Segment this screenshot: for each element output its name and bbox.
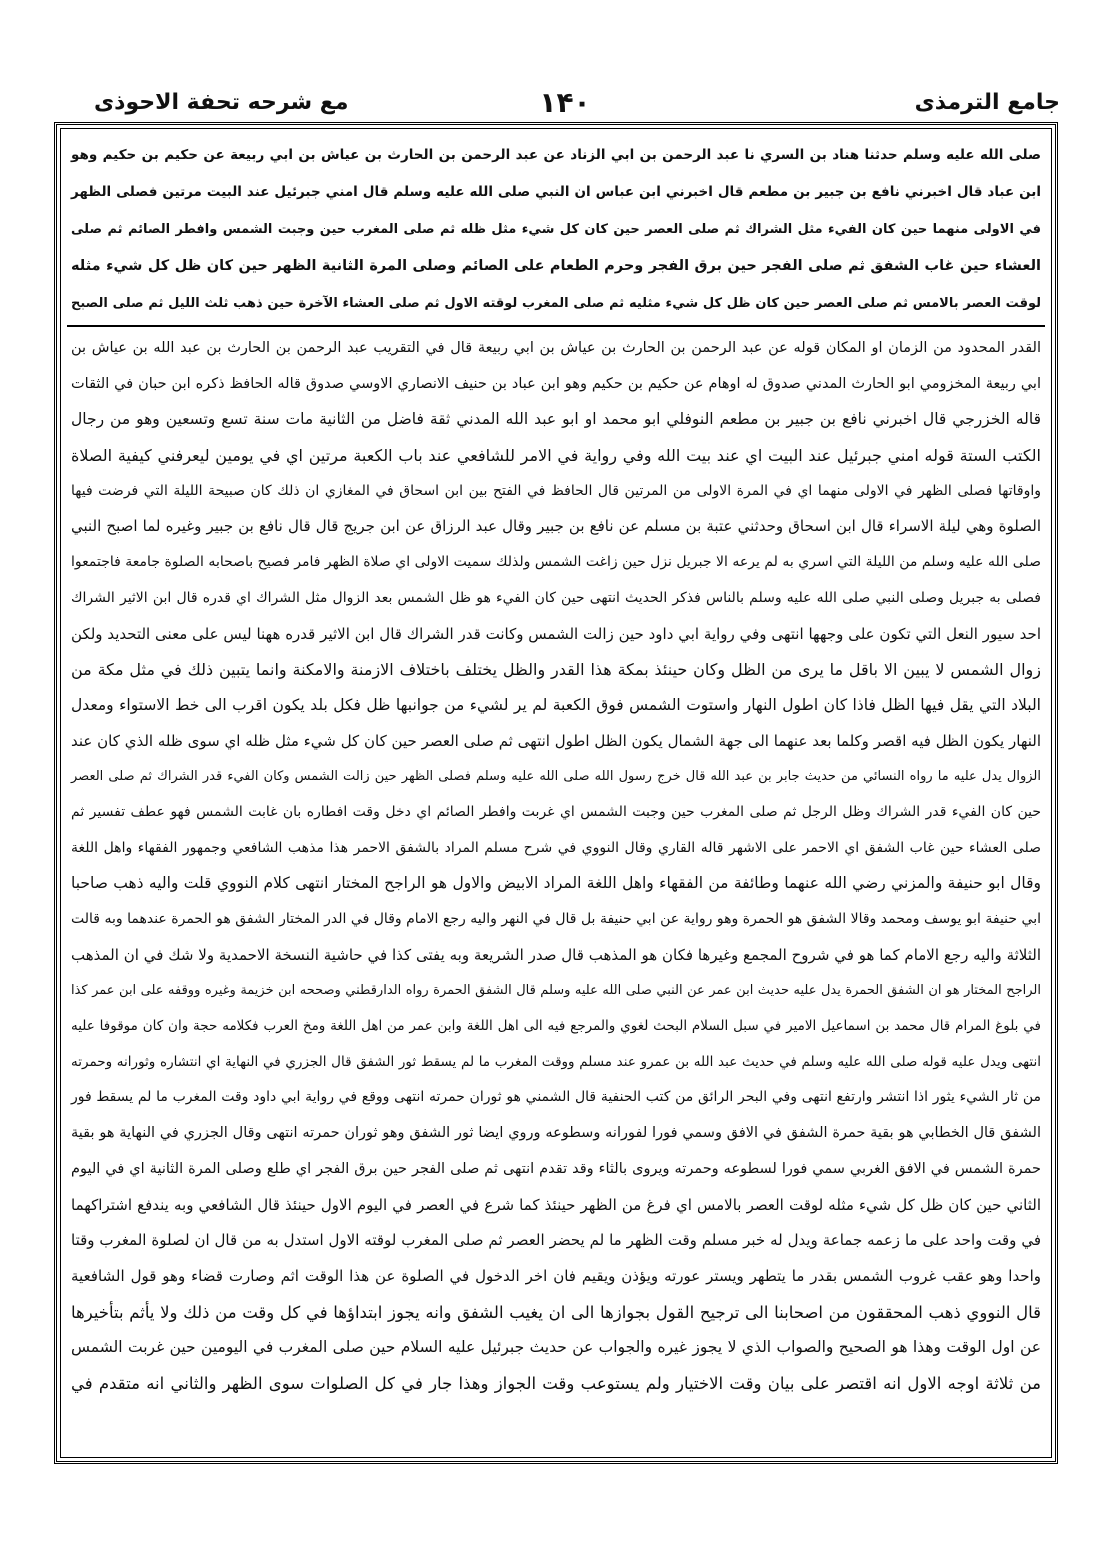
commentary-line: الراجح المختار هو ان الشفق الحمرة يدل عليه حديث ابن عمر عن النبي صلى الله عليه وسلم قال الشفق الحمرة رواه الدارقطني وصححه ابن خزيمة وغيره ووقفه على ابن عمر كذا <box>71 983 1041 999</box>
hadith-line: صلى الله عليه وسلم حدثنا هناد بن السري نا عبد الرحمن بن ابي الزناد عن عبد الرحمن بن الحارث بن عياش بن ابي ربيعة عن حكيم بن حكيم وهو <box>71 147 1041 163</box>
commentary-line: الزوال يدل عليه ما رواه النسائي من حديث جابر بن عبد الله قال خرج رسول الله صلى الله عليه وسلم فصلى الظهر حين زالت الشمس وكان الفيء قدر الشراك ثم صلى العصر <box>71 769 1041 785</box>
commentary-line: صلى الله عليه وسلم من الليلة التي اسري به لم يرعه الا جبريل نزل حين زاغت الشمس ولذلك سميت الاولى اي صلاة الظهر فامر فصيح باصحابه الصلوة جامعة فاجتمعوا <box>71 554 1041 571</box>
book-title: جامع الترمذی <box>914 90 1060 115</box>
commentary-line: الصلوة وهي ليلة الاسراء قال ابن اسحاق وحدثني عتبة بن مسلم عن نافع بن جبير وقال عبد الرزاق عن ابن جريج قال قال نافع بن جبير وغيره لما اصبح النبي <box>71 517 1041 536</box>
commentary-line: من ثار الشيء يثور اذا انتشر وارتفع انتهى وفي البحر الرائق من كتب الحنفية قال الشمني هو ثوران حمرته انتهى ووقع في رواية ابي داود وقت المغرب ما لم يسقط فور <box>71 1089 1041 1106</box>
commentary-line: وقال ابو حنيفة والمزني رضي الله عنهما وطائفة من الفقهاء واهل اللغة المراد الابيض والاول هو الراجح المختار انتهى كلام النووي قلت واليه ذهب صاحبا <box>71 874 1041 893</box>
page-header <box>60 86 1060 122</box>
commentary-line: في بلوغ المرام قال محمد بن اسماعيل الامير في سبل السلام البحث لغوي والمرجع فيه الى اهل اللغة وابن عمر من اهل اللغة ومخ العرب فكلامه حجة وان كان موقوفا عليه <box>71 1018 1041 1035</box>
commentary-line: فصلى به جبريل وصلى النبي صلى الله عليه وسلم بالناس فذكر الحديث انتهى حين كان الفيء هو ظل الشمس بعد الزوال مثل الشراك اي قدره قال ابن الاثير الشراك <box>71 589 1041 606</box>
commentary-line: واحدا وهو عقب غروب الشمس بقدر ما يتطهر ويستر عورته ويؤذن ويقيم فان اخر الدخول في الصلوة عن هذا الوقت اثم وصارت قضاء وهو قول الشافعية <box>71 1266 1041 1285</box>
hadith-line: العشاء حين غاب الشفق ثم صلى الفجر حين برق الفجر وحرم الطعام على الصائم وصلى المرة الثانية الظهر حين كان ظل كل شيء مثله <box>71 258 1041 274</box>
commentary-line: حين كان الفيء قدر الشراك وظل الرجل ثم صلى المغرب حين وجبت الشمس اي غربت وافطر الصائم اي دخل وقت افطاره بان غابت الشمس فهو عطف تفسير ثم <box>71 803 1041 820</box>
commentary-line: صلى العشاء حين غاب الشفق اي الاحمر على الاشهر قاله القاري وقال النووي في شرح مسلم المراد بالشفق الاحمر هذا مذهب الشافعي وجمهور الفقهاء واهل اللغة <box>71 839 1041 856</box>
commentary-line: انتهى ويدل عليه قوله صلى الله عليه وسلم في حديث عبد الله بن عمرو عند مسلم ووقت المغرب ما لم يسقط ثور الشفق قال الجزري في النهاية اي انتشاره وثورانه وحمرته <box>71 1053 1041 1070</box>
commentary-line: الثاني حين كان ظل كل شيء مثله لوقت العصر بالامس اي فرغ من الظهر حينئذ كما شرع في العصر في اليوم الاول حينئذ قال الشافعي وبه يندفع اشتراكهما <box>71 1195 1041 1214</box>
commentary-line: قاله الخزرجي قال اخبرني نافع بن جبير بن مطعم النوفلي ابو محمد او ابو عبد الله المدني ثقة فاضل من الثانية مات سنة تسع وتسعين وهو من رجال <box>71 410 1041 429</box>
commentary-line: الكتب الستة قوله امني جبرئيل عند البيت اي عند بيت الله وفي رواية في الامر للشافعي عند باب الكعبة مرتين اي في يومين ليعرفني كيفية الصلاة <box>71 446 1041 466</box>
commentary-line: الشفق قال الخطابي هو بقية حمرة الشفق في الافق وسمي فورا لفورانه وسطوعه وروي ايضا ثور الشفق وهو ثوران حمرته انتهى وقال الجزري في النهاية هو بقية <box>71 1125 1041 1142</box>
hadith-line: لوقت العصر بالامس ثم صلى العصر حين كان ظل كل شيء مثليه ثم صلى المغرب لوقته الاول ثم صلى العشاء الآخرة حين ذهب ثلث الليل ثم صلى الصبح <box>71 296 1041 311</box>
commentary-line: حمرة الشمس في الافق الغربي سمي فورا لسطوعه وحمرته ويروى بالثاء وقد تقدم انتهى ثم صلى الفجر حين برق الفجر اي طلع وصلى المرة الثانية اي في اليوم <box>71 1160 1041 1177</box>
hadith-line: في الاولى منهما حين كان الفيء مثل الشراك ثم صلى العصر حين كان كل شيء مثل ظله ثم صلى المغرب حين وجبت الشمس وافطر الصائم ثم صلى <box>71 222 1041 237</box>
commentary-title: مع شرحه تحفة الاحوذی <box>94 90 349 115</box>
commentary-line: عن اول الوقت وهذا هو الصحيح والصواب الذي لا يجوز غيره والجواب عن حديث جبرئيل عليه السلام حين صلى المغرب في اليومين حين غربت الشمس <box>71 1338 1041 1357</box>
commentary-line: زوال الشمس لا يبين الا باقل ما يرى من الظل وكان حينئذ بمكة هذا القدر والظل يختلف باختلاف الازمنة والامكنة وانما يتبين ذلك في مثل مكة من <box>71 660 1041 680</box>
text-frame <box>54 122 1058 1464</box>
commentary-line: واوقاتها فصلى الظهر في الاولى منهما اي في المرة الاولى من المرتين قال الحافظ في الفتح بين ابن اسحاق في المغازي ان ذلك كان صبيحة الليلة التي فرضت فيها <box>71 482 1041 499</box>
commentary-line: النهار يكون الظل فيه اقصر وكلما بعد عنهما الى جهة الشمال يكون الظل اطول انتهى ثم صلى العصر حين كان كل شيء مثل ظله اي سوى ظله الذي كان عند <box>71 731 1041 750</box>
commentary-line: احد سيور النعل التي تكون على وجهها انتهى وفي رواية ابي داود حين زالت الشمس وكانت قدر الشراك قال ابن الاثير قدره ههنا ليس على معنى التحديد ولكن <box>71 624 1041 643</box>
page-number: ۱۴۰ <box>539 86 591 119</box>
commentary-line: من ثلاثة اوجه الاول انه اقتصر على بيان وقت الاختيار ولم يستوعب وقت الجواز وهذا جار في كل الصلوات سوى الظهر والثاني انه متقدم في <box>71 1373 1041 1393</box>
commentary-line: في وقت واحد على ما زعمه جماعة ويدل له خبر مسلم وقت الظهر ما لم يحضر العصر ثم صلى المغرب لوقته الاول استدل به من قال ان لصلوة المغرب وقتا <box>71 1231 1041 1250</box>
commentary-line: ابي ربيعة المخزومي ابو الحارث المدني صدوق له اوهام عن حكيم بن حكيم وهو ابن عباد بن حنيف الانصاري الاوسي صدوق قاله الحافظ ذكره ابن حبان في الثقات <box>71 375 1041 392</box>
commentary-text-block <box>67 331 1045 1453</box>
commentary-line: الثلاثة واليه رجع الامام كما هو في شروح المجمع وغيرها فكان هو المذهب قال صدر الشريعة وبه يفتى كذا في حاشية النسخة الاحمدية ولا شك في ان المذهب <box>71 945 1041 964</box>
commentary-line: البلاد التي يقل فيها الظل فاذا كان اطول النهار واستوت الشمس فوق الكعبة لم ير لشيء من جوانبها ظل فكل بلد يكون اقرب الى خط الاستواء ومعدل <box>71 695 1041 714</box>
inner-border <box>60 128 1052 1458</box>
commentary-line: القدر المحدود من الزمان او المكان قوله عن عبد الرحمن بن الحارث بن عياش بن ابي ربيعة قال في التقريب عبد الرحمن بن الحارث بن عبد الله بن عياش بن <box>71 340 1041 356</box>
hadith-text-block <box>67 137 1045 327</box>
commentary-line: قال النووي ذهب المحققون من اصحابنا الى ترجيح القول بجوازها الى ان يغيب الشفق وانه يجوز ابتداؤها في كل وقت من ذلك ولا يأثم بتأخيرها <box>71 1302 1041 1322</box>
commentary-line: ابي حنيفة ابو يوسف ومحمد وقالا الشفق هو الحمرة وهو رواية عن ابي حنيفة بل قال في النهر واليه رجع الامام وقال في الدر المختار الشفق هو الحمرة عندهما وبه قالت <box>71 911 1041 927</box>
hadith-line: ابن عباد قال اخبرني نافع بن جبير بن مطعم قال اخبرني ابن عباس ان النبي صلى الله عليه وسلم قال امني جبرئيل عند البيت مرتين فصلى الظهر <box>71 184 1041 200</box>
